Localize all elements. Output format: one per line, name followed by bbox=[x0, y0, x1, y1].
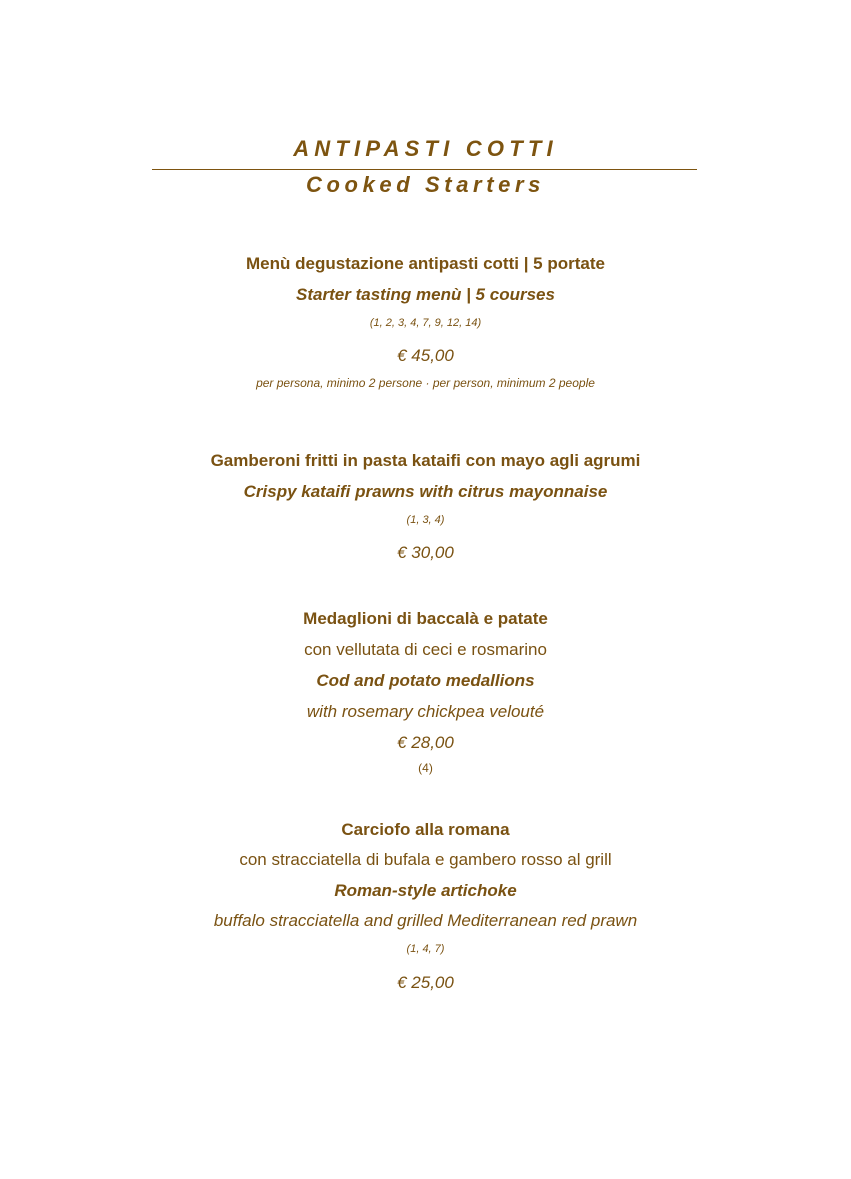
heading-divider bbox=[152, 169, 697, 170]
item-1-name-italian: Menù degustazione antipasti cotti | 5 portate bbox=[246, 254, 605, 273]
item-4-name-italian: Carciofo alla romana bbox=[341, 820, 510, 839]
item-4-name-english: Roman-style artichoke bbox=[334, 881, 517, 900]
item-1-note: per persona, minimo 2 persone · per person, minimum 2 people bbox=[256, 376, 595, 390]
item-1-price: € 45,00 bbox=[397, 346, 454, 365]
item-1-allergens: (1, 2, 3, 4, 7, 9, 12, 14) bbox=[369, 317, 482, 329]
section-title-english: Cooked Starters bbox=[306, 172, 545, 197]
item-4-allergens: (1, 4, 7) bbox=[406, 943, 445, 955]
item-3-price: € 28,00 bbox=[397, 733, 454, 752]
item-4-price: € 25,00 bbox=[397, 973, 454, 992]
item-2-price: € 30,00 bbox=[397, 543, 454, 562]
item-3-name-italian: Medaglioni di baccalà e patate bbox=[303, 609, 548, 628]
item-2-name-english: Crispy kataifi prawns with citrus mayonnaise bbox=[243, 482, 608, 501]
item-2-allergens: (1, 3, 4) bbox=[406, 514, 445, 526]
item-2-name-italian: Gamberoni fritti in pasta kataifi con mayo agli agrumi bbox=[210, 451, 641, 470]
item-3-description-english: with rosemary chickpea velouté bbox=[306, 702, 545, 721]
item-3-description-italian: con vellutata di ceci e rosmarino bbox=[304, 640, 547, 659]
item-4-description-english: buffalo stracciatella and grilled Mediterranean red prawn bbox=[213, 911, 638, 930]
item-4-description-italian: con stracciatella di bufala e gambero rosso al grill bbox=[239, 850, 612, 869]
item-1-name-english: Starter tasting menù | 5 courses bbox=[296, 285, 555, 304]
section-title-italian: ANTIPASTI COTTI bbox=[293, 136, 558, 161]
item-3-allergens: (4) bbox=[418, 761, 433, 775]
item-3-name-english: Cod and potato medallions bbox=[316, 671, 535, 690]
